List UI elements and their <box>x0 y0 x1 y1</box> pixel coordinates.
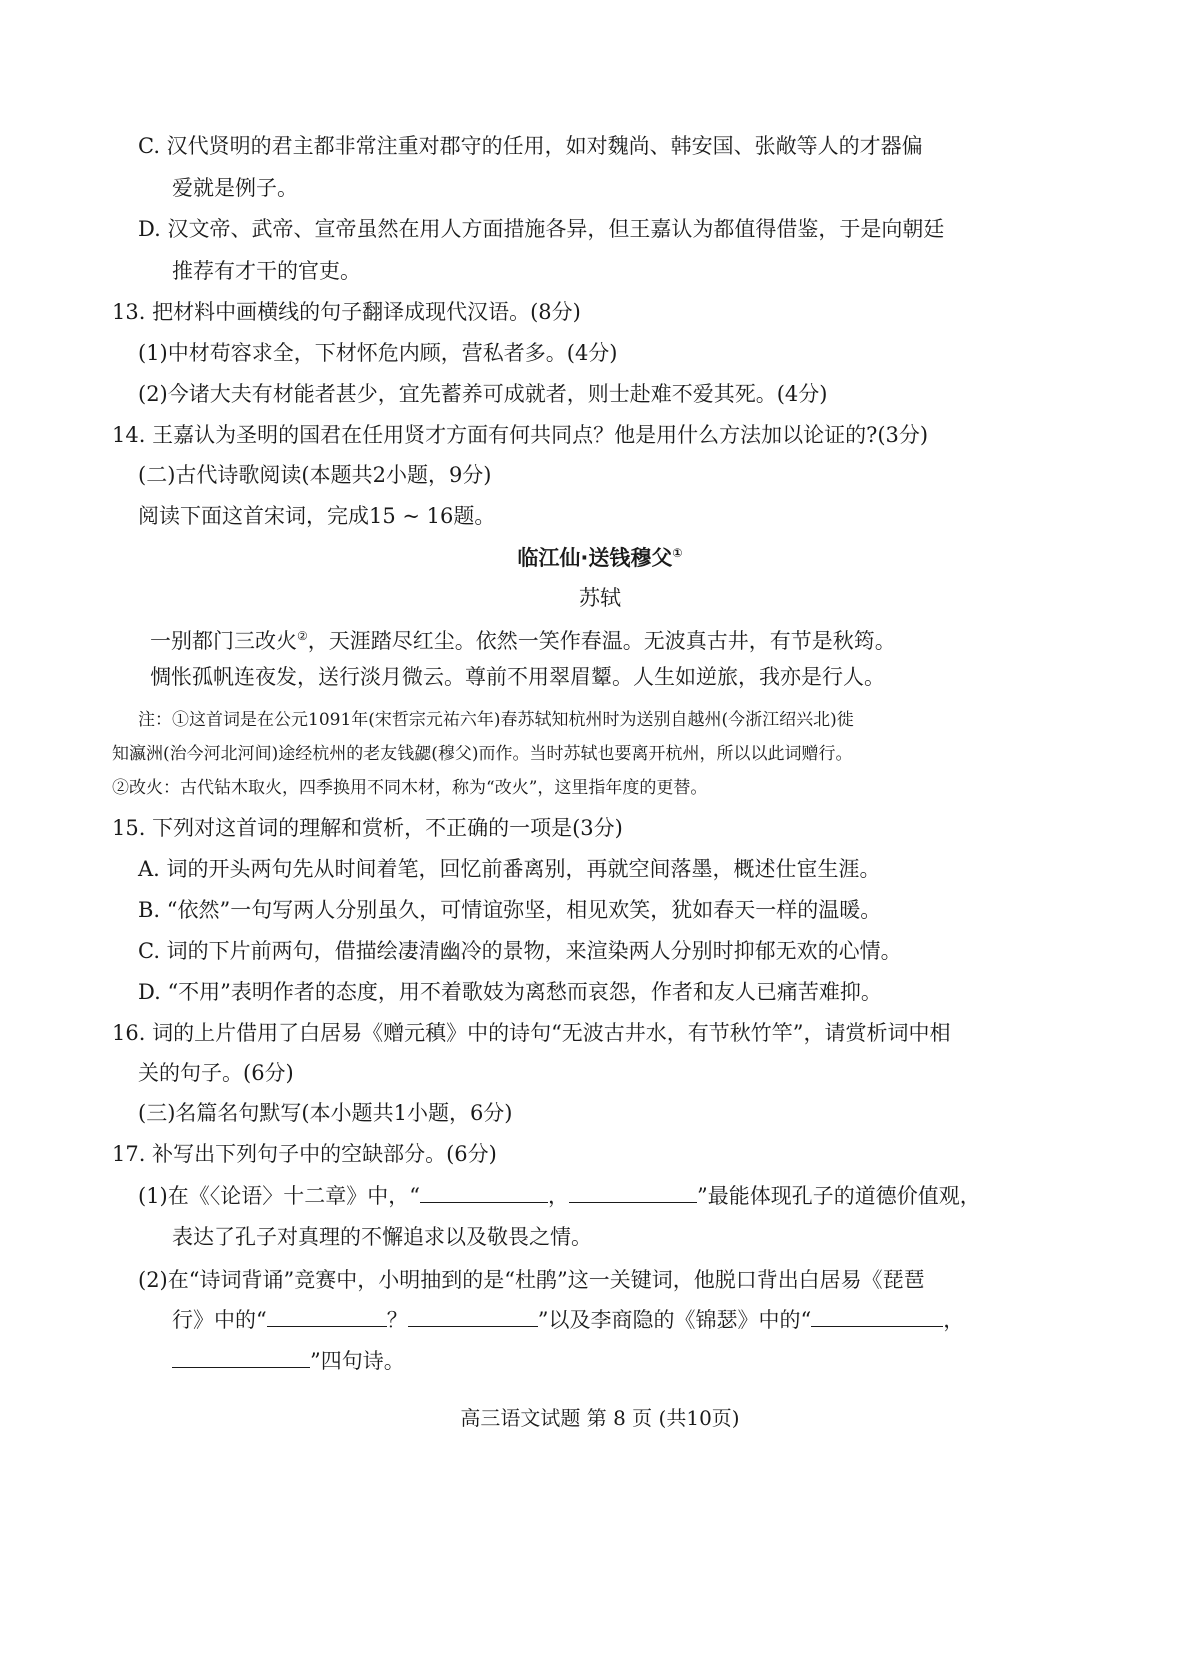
answer-blank[interactable] <box>811 1306 943 1327</box>
page-footer: 高三语文试题 第 8 页 (共10页) <box>460 1406 740 1430</box>
q12-option-d-line2: 推荐有才干的官吏。 <box>172 259 361 283</box>
answer-blank[interactable] <box>420 1182 548 1203</box>
answer-blank[interactable] <box>267 1306 387 1327</box>
q13-sub2: (2)今诸大夫有材能者甚少，宜先蓄养可成就者，则士赴难不爱其死。(4分) <box>138 382 828 406</box>
answer-blank[interactable] <box>172 1347 310 1368</box>
q15-option-a: A. 词的开头两句先从时间着笔，回忆前番离别，再就空间落墨，概述仕宦生涯。 <box>138 857 881 881</box>
q14-stem: 14. 王嘉认为圣明的国君在任用贤才方面有何共同点？他是用什么方法加以论证的?(3分) <box>112 423 929 447</box>
q17-stem: 17. 补写出下列句子中的空缺部分。(6分) <box>112 1142 497 1166</box>
section2-heading: (二)古代诗歌阅读(本题共2小题，9分) <box>138 463 492 487</box>
q12-option-c-line1: C. 汉代贤明的君主都非常注重对郡守的任用，如对魏尚、韩安国、张敞等人的才器偏 <box>138 134 923 158</box>
q15-option-b: B. “依然”一句写两人分别虽久，可情谊弥坚，相见欢笑，犹如春天一样的温暖。 <box>138 898 882 922</box>
q12-option-c-line2: 爱就是例子。 <box>172 176 298 200</box>
q13-sub1: (1)中材苟容求全，下材怀危内顾，营私者多。(4分) <box>138 341 618 365</box>
poem-line-2: 惆怅孤帆连夜发，送行淡月微云。尊前不用翠眉颦。人生如逆旅，我亦是行人。 <box>150 665 885 689</box>
q17-sub2-line3: ”四句诗。 <box>172 1346 405 1376</box>
q17-sub2-line1: (2)在“诗词背诵”竞赛中，小明抽到的是“杜鹃”这一关键词，他脱口背出白居易《琵琶 <box>138 1268 925 1292</box>
poem-title-footnote-mark: ① <box>672 546 683 560</box>
poem-line-1: 一别都门三改火②，天涯踏尽红尘。依然一笑作春温。无波真古井，有节是秋筠。 <box>150 629 896 653</box>
q17-sub2-line2: 行》中的“ ？ ”以及李商隐的《锦瑟》中的“ ， <box>172 1308 965 1332</box>
answer-blank[interactable] <box>408 1306 538 1327</box>
q15-option-c: C. 词的下片前两句，借描绘凄清幽冷的景物，来渲染两人分别时抑郁无欢的心情。 <box>138 939 902 963</box>
section2-intro: 阅读下面这首宋词，完成15 ~ 16题。 <box>138 504 496 528</box>
note-line-1: 注：①这首词是在公元1091年(宋哲宗元祐六年)春苏轼知杭州时为送别自越州(今浙江绍兴北)徙 <box>138 710 854 730</box>
q16-line1: 16. 词的上片借用了白居易《赠元稹》中的诗句“无波古井水，有节秋竹竿”，请赏析词中相 <box>112 1021 951 1045</box>
q17-sub1-line1: (1)在《〈论语〉十二章》中，“ ， ”最能体现孔子的道德价值观， <box>138 1184 981 1208</box>
poem-title: 临江仙·送钱穆父① <box>517 546 683 570</box>
section3-heading: (三)名篇名句默写(本小题共1小题，6分) <box>138 1101 513 1125</box>
poem-author: 苏轼 <box>579 586 621 610</box>
q13-stem: 13. 把材料中画横线的句子翻译成现代汉语。(8分) <box>112 300 581 324</box>
q15-option-d: D. “不用”表明作者的态度，用不着歌妓为离愁而哀怨，作者和友人已痛苦难抑。 <box>138 980 882 1004</box>
q15-stem: 15. 下列对这首词的理解和赏析，不正确的一项是(3分) <box>112 816 623 840</box>
q12-option-d-line1: D. 汉文帝、武帝、宣帝虽然在用人方面措施各异，但王嘉认为都值得借鉴，于是向朝廷 <box>138 217 945 241</box>
note-line-2: 知瀛洲(治今河北河间)途经杭州的老友钱勰(穆父)而作。当时苏轼也要离开杭州，所以以此词赠行。 <box>112 744 853 764</box>
q17-sub1-line2: 表达了孔子对真理的不懈追求以及敬畏之情。 <box>172 1225 592 1249</box>
answer-blank[interactable] <box>569 1182 697 1203</box>
note-line-3: ②改火：古代钻木取火，四季换用不同木材，称为“改火”，这里指年度的更替。 <box>112 778 708 798</box>
poem-footnote-mark-2: ② <box>297 629 308 643</box>
q16-line2: 关的句子。(6分) <box>138 1061 294 1085</box>
